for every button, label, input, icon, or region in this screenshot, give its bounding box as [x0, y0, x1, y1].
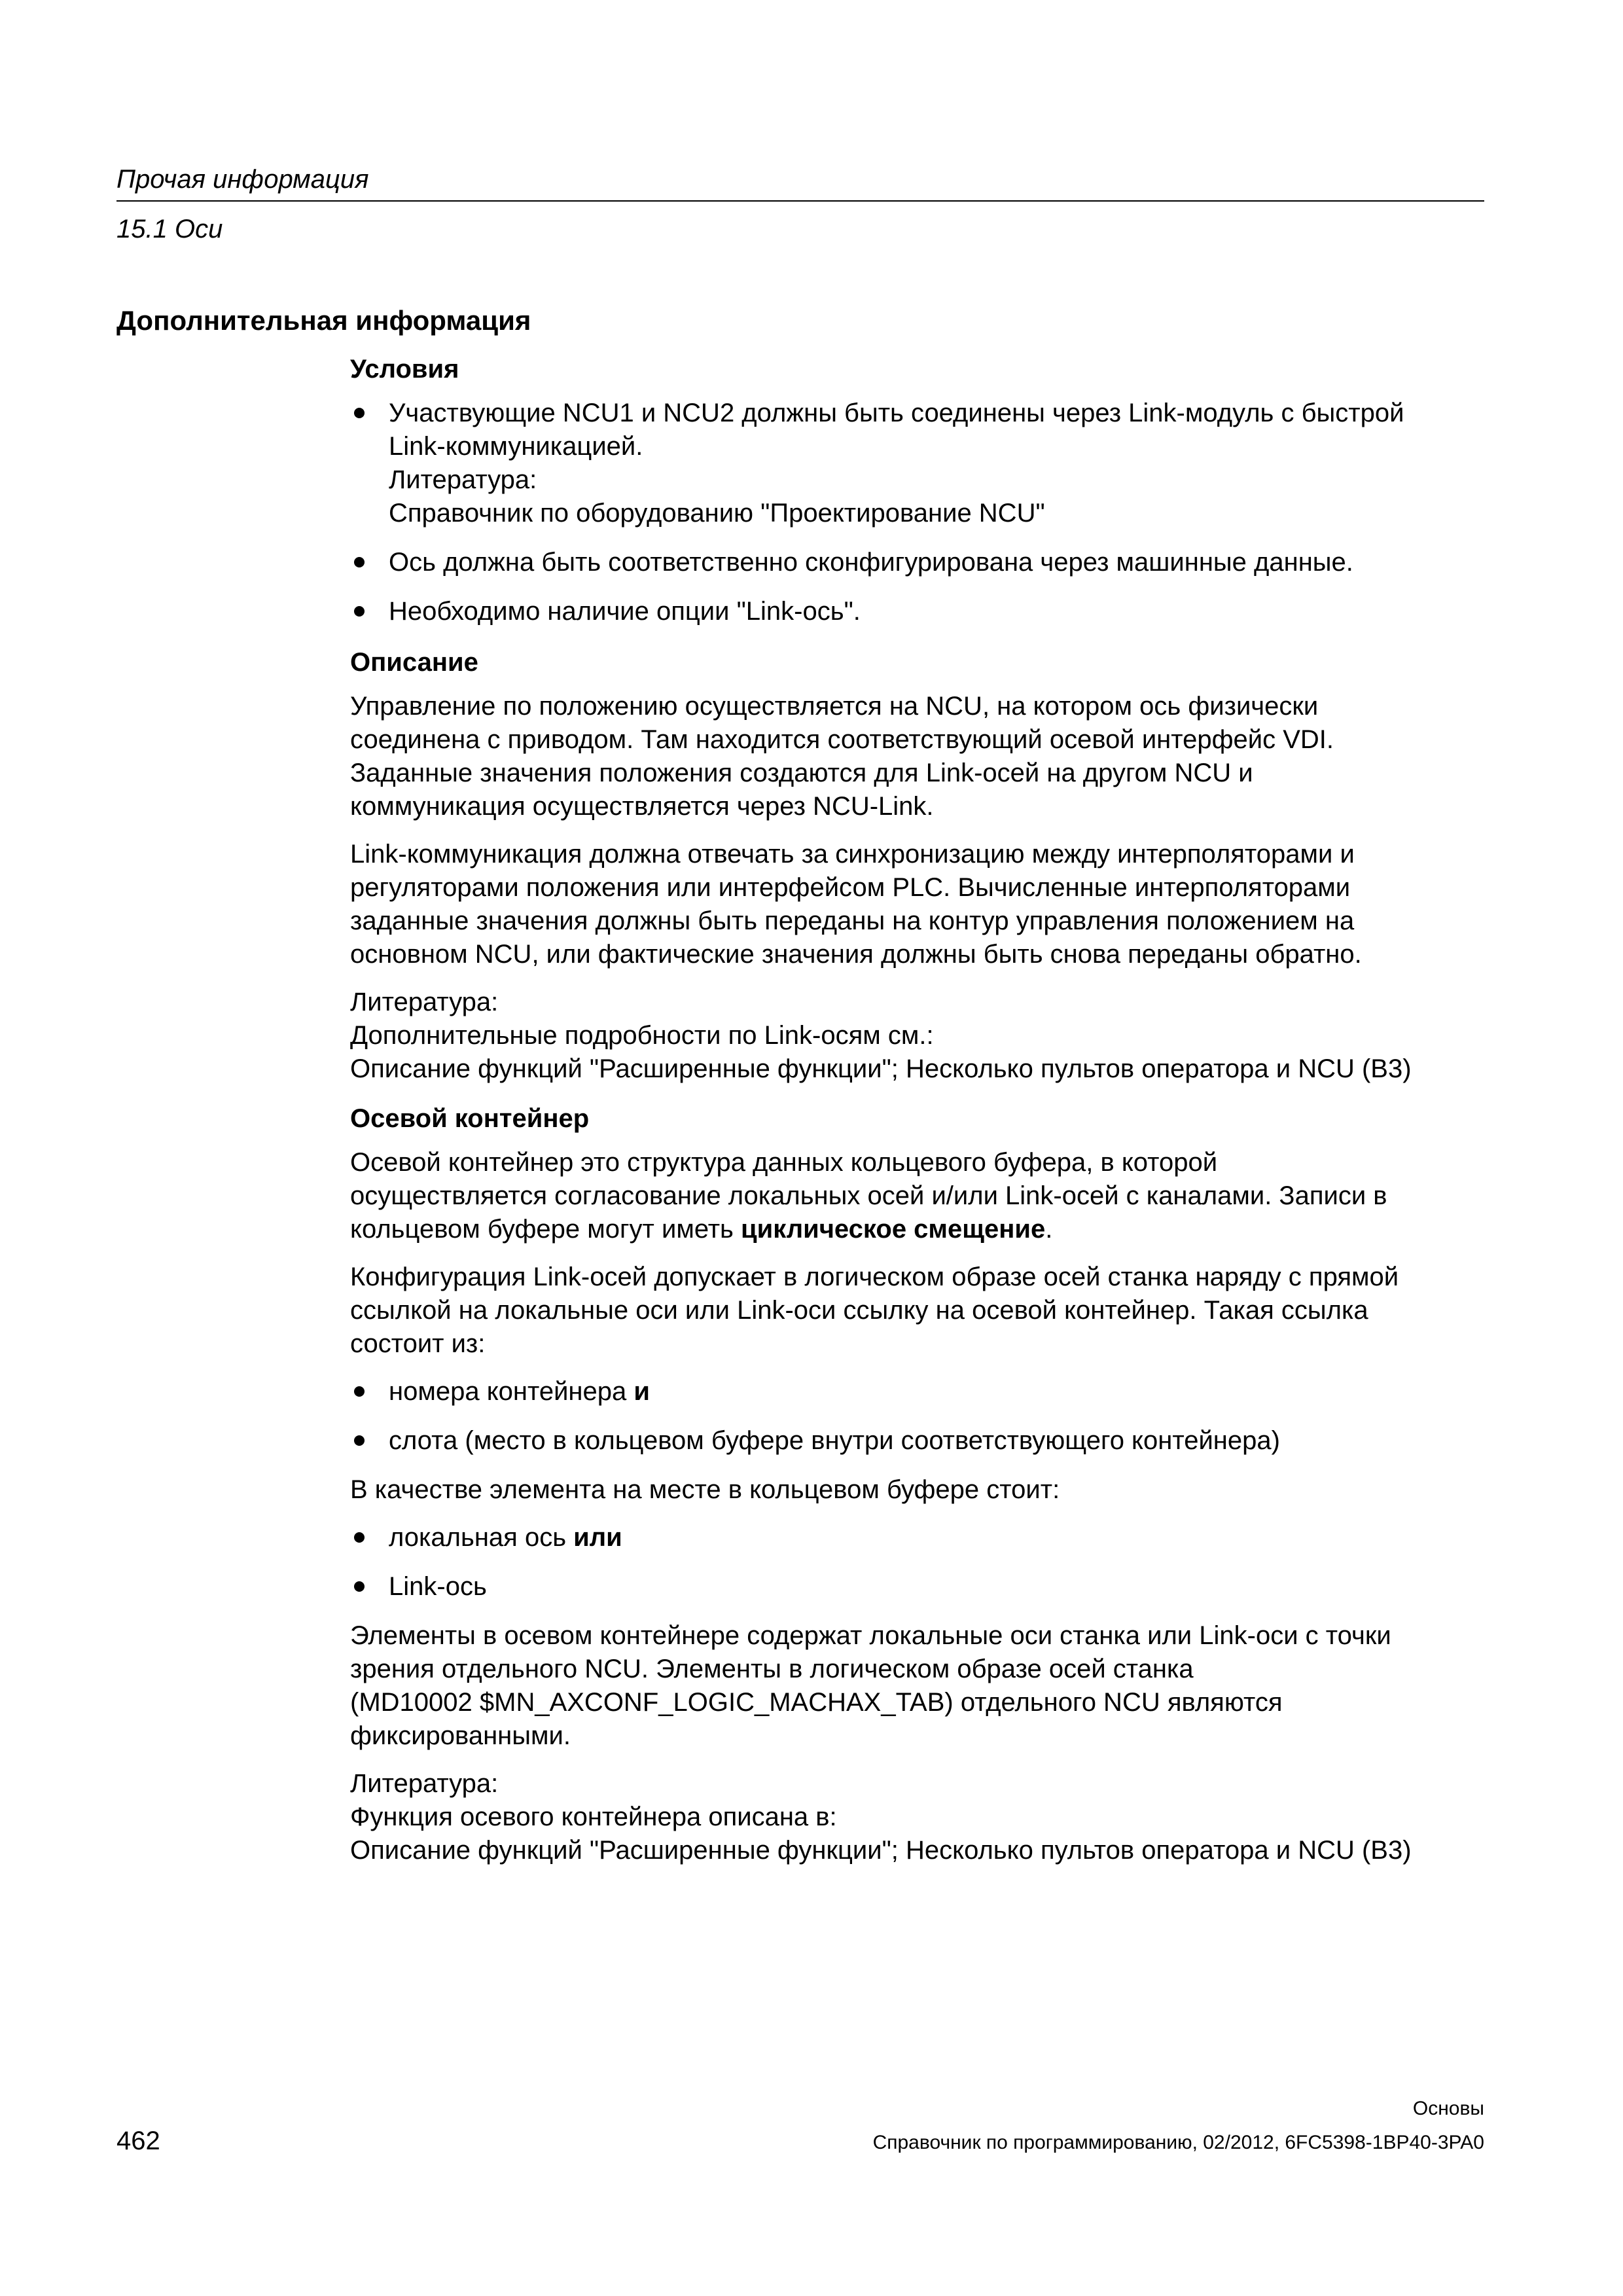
- bullet-icon: [354, 1386, 365, 1397]
- literature-note: [350, 1767, 1482, 1867]
- bullet-icon: [354, 1532, 365, 1543]
- text-line: Справочник по оборудованию "Проектирование NCU": [389, 499, 1045, 528]
- list-item: [350, 1424, 1482, 1458]
- emphasis-text: или: [573, 1523, 622, 1552]
- text-line: Элементы в осевом контейнере содержат локальные оси станка или Link-оси с точки: [350, 1621, 1391, 1650]
- text-line: Link-коммуникацией.: [389, 432, 643, 461]
- text-span: номера контейнера: [389, 1377, 634, 1406]
- text-line: Литература:: [350, 1769, 499, 1798]
- list-item: [350, 595, 1482, 628]
- paragraph: [350, 1146, 1482, 1246]
- description-heading: Описание: [350, 648, 478, 677]
- text-span: .: [1045, 1215, 1053, 1244]
- list-item: [350, 1375, 1482, 1408]
- text-span: локальная ось: [389, 1523, 574, 1552]
- list-item: [350, 1521, 1482, 1554]
- list-item: [350, 546, 1482, 579]
- container-section: [350, 1100, 1482, 1867]
- paragraph: [350, 1261, 1482, 1361]
- text-line: [350, 1213, 1482, 1246]
- conditions-list: [350, 397, 1482, 628]
- page-number: 462: [116, 2126, 160, 2155]
- text-line: зрения отдельного NCU. Элементы в логическом образе осей станка: [350, 1655, 1194, 1683]
- text-line: состоит из:: [350, 1329, 486, 1358]
- conditions-section: [350, 351, 1482, 628]
- text-line: Заданные значения положения создаются для Link-осей на другом NCU и: [350, 759, 1253, 787]
- text-line: фиксированными.: [350, 1721, 571, 1750]
- text-line: Ось должна быть соответственно сконфигурирована через машинные данные.: [389, 548, 1353, 577]
- main-content: [350, 351, 1482, 1882]
- container-heading: Осевой контейнер: [350, 1104, 590, 1133]
- literature-note: [350, 986, 1482, 1086]
- emphasis-text: циклическое смещение: [741, 1215, 1046, 1244]
- slot-element-list: [350, 1521, 1482, 1604]
- text-span: кольцевом буфере могут иметь: [350, 1215, 741, 1244]
- text-line: Link-коммуникация должна отвечать за синхронизацию между интерполяторами и: [350, 840, 1355, 869]
- text-span: слота (место в кольцевом буфере внутри соответствующего контейнера): [389, 1426, 1280, 1455]
- text-line: Литература:: [389, 465, 537, 494]
- footer-document-info: Справочник по программированию, 02/2012, 6FC5398-1BP40-3PA0: [872, 2132, 1484, 2153]
- text-line: Функция осевого контейнера описана в:: [350, 1803, 837, 1831]
- text-line: Описание функций "Расширенные функции"; Несколько пультов оператора и NCU (B3): [350, 1836, 1412, 1865]
- list-item: [350, 1570, 1482, 1604]
- description-section: [350, 644, 1482, 1086]
- text-line: регуляторами положения или интерфейсом PLC. Вычисленные интерполяторами: [350, 873, 1351, 902]
- header-rule: [116, 200, 1484, 202]
- bullet-icon: [354, 408, 365, 418]
- footer-book-title: Основы: [1412, 2098, 1484, 2119]
- paragraph: [350, 690, 1482, 823]
- text-line: Дополнительные подробности по Link-осям см.:: [350, 1021, 934, 1050]
- page-title: Дополнительная информация: [116, 305, 531, 336]
- text-line: Осевой контейнер это структура данных кольцевого буфера, в которой: [350, 1148, 1218, 1177]
- list-item: [350, 397, 1482, 530]
- text-line: соединена с приводом. Там находится соответствующий осевой интерфейс VDI.: [350, 725, 1334, 754]
- text-line: Описание функций "Расширенные функции"; Несколько пультов оператора и NCU (B3): [350, 1054, 1412, 1083]
- text-span: Link-ось: [389, 1572, 487, 1601]
- text-line: (MD10002 $MN_AXCONF_LOGIC_MACHAX_TAB) отдельного NCU являются: [350, 1688, 1283, 1717]
- bullet-icon: [354, 1581, 365, 1592]
- text-line: коммуникация осуществляется через NCU-Link.: [350, 792, 934, 821]
- text-line: осуществляется согласование локальных осей и/или Link-осей с каналами. Записи в: [350, 1181, 1387, 1210]
- text-line: Управление по положению осуществляется на NCU, на котором ось физически: [350, 692, 1319, 721]
- text-line: В качестве элемента на месте в кольцевом буфере стоит:: [350, 1475, 1060, 1504]
- paragraph: [350, 1619, 1482, 1753]
- bullet-icon: [354, 1435, 365, 1446]
- emphasis-text: и: [633, 1377, 650, 1406]
- running-header: [116, 162, 1484, 246]
- text-line: ссылкой на локальные оси или Link-оси ссылку на осевой контейнер. Такая ссылка: [350, 1296, 1368, 1325]
- text-line: Необходимо наличие опции "Link-ось".: [389, 597, 861, 626]
- bullet-icon: [354, 557, 365, 567]
- reference-parts-list: [350, 1375, 1482, 1458]
- text-line: основном NCU, или фактические значения должны быть снова переданы обратно.: [350, 940, 1362, 969]
- text-line: Литература:: [350, 988, 499, 1016]
- conditions-heading: Условия: [350, 355, 459, 384]
- paragraph: [350, 1473, 1482, 1507]
- text-line: Конфигурация Link-осей допускает в логическом образе осей станка наряду с прямой: [350, 1263, 1399, 1291]
- bullet-icon: [354, 606, 365, 617]
- header-chapter: Прочая информация: [116, 165, 369, 194]
- paragraph: [350, 838, 1482, 971]
- header-section: 15.1 Оси: [116, 215, 223, 243]
- text-line: заданные значения должны быть переданы на контур управления положением на: [350, 906, 1355, 935]
- text-line: Участвующие NCU1 и NCU2 должны быть соединены через Link-модуль с быстрой: [389, 399, 1404, 427]
